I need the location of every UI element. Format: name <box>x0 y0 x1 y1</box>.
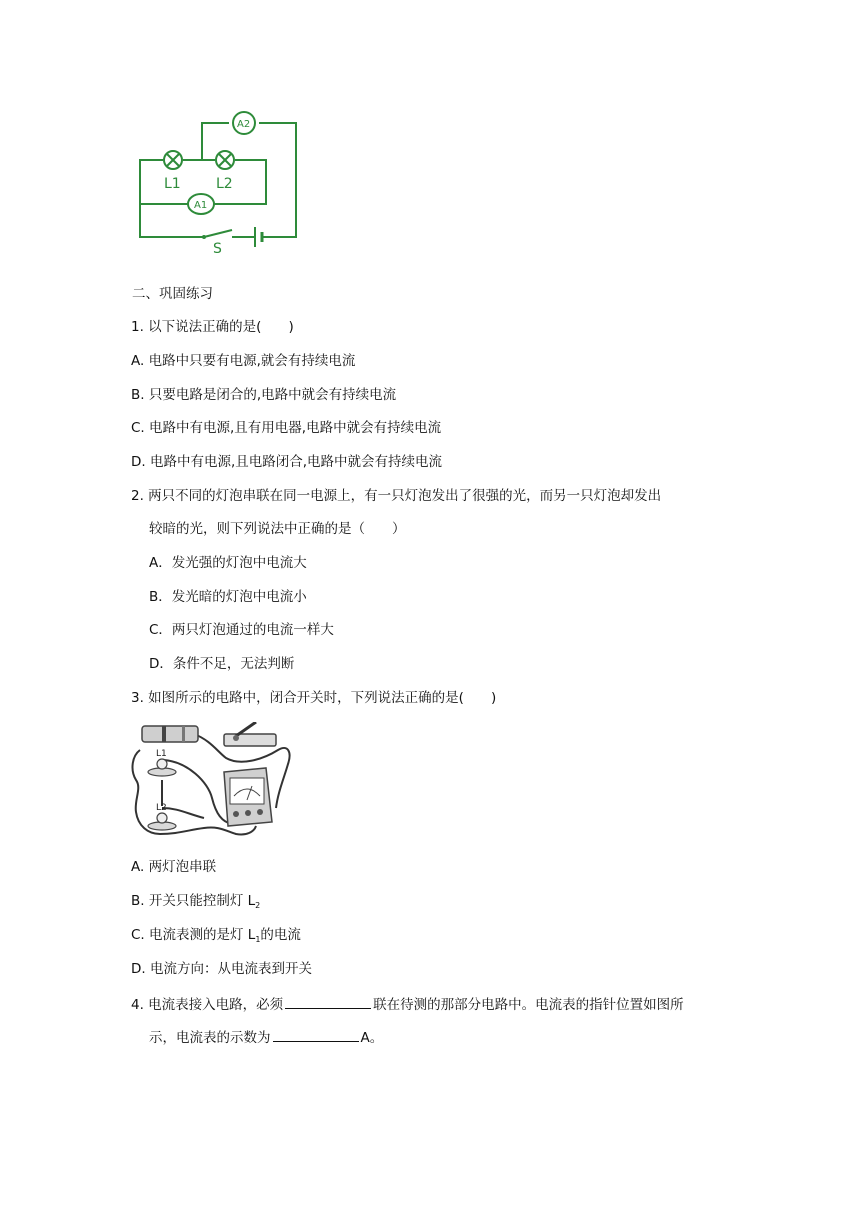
q2-stem-line1: 2. 两只不同的灯泡串联在同一电源上，有一只灯泡发出了很强的光，而另一只灯泡却发出 <box>131 488 662 504</box>
q1-option-b: B. 只要电路是闭合的,电路中就会有持续电流 <box>131 387 397 403</box>
q3-option-c: C. 电流表测的是灯 $L_1$的电流 <box>131 927 301 944</box>
svg-text:S: S <box>213 241 222 256</box>
svg-text:L2: L2 <box>156 803 167 813</box>
q3-option-d: D. 电流方向：从电流表到开关 <box>131 961 312 977</box>
q2-stem-line2: 较暗的光，则下列说法中正确的是（ ） <box>149 521 406 537</box>
q4-blank-1[interactable] <box>285 997 371 1009</box>
circuit-photo-diagram <box>128 722 298 846</box>
svg-text:A2: A2 <box>237 119 251 130</box>
svg-text:L1: L1 <box>156 749 167 759</box>
q2-option-c: C．两只灯泡通过的电流一样大 <box>149 622 334 638</box>
svg-text:L1: L1 <box>164 176 181 192</box>
q3-stem: 3. 如图所示的电路中，闭合开关时，下列说法正确的是( ) <box>131 690 497 706</box>
q4-line2: 示，电流表的示数为 A。 <box>149 1030 384 1046</box>
q2-option-b: B．发光暗的灯泡中电流小 <box>149 589 307 605</box>
circuit-diagram-1 <box>128 108 308 256</box>
svg-text:L2: L2 <box>216 176 233 192</box>
q1-stem: 1. 以下说法正确的是( ) <box>131 319 294 335</box>
q1-option-d: D. 电路中有电源,且电路闭合,电路中就会有持续电流 <box>131 454 443 470</box>
q3-option-b: B. 开关只能控制灯 $L_2$ <box>131 893 261 910</box>
q1-option-c: C. 电路中有电源,且有用电器,电路中就会有持续电流 <box>131 420 442 436</box>
q4-blank-2[interactable] <box>273 1030 359 1042</box>
q2-option-a: A．发光强的灯泡中电流大 <box>149 555 307 571</box>
q3-option-a: A. 两灯泡串联 <box>131 859 217 875</box>
section-title: 二、巩固练习 <box>132 286 213 302</box>
q2-option-d: D．条件不足，无法判断 <box>149 656 295 672</box>
svg-text:A1: A1 <box>194 200 208 211</box>
q4-line1: 4. 电流表接入电路，必须 联在待测的那部分电路中。电流表的指针位置如图所 <box>131 997 684 1013</box>
q1-option-a: A. 电路中只要有电源,就会有持续电流 <box>131 353 356 369</box>
